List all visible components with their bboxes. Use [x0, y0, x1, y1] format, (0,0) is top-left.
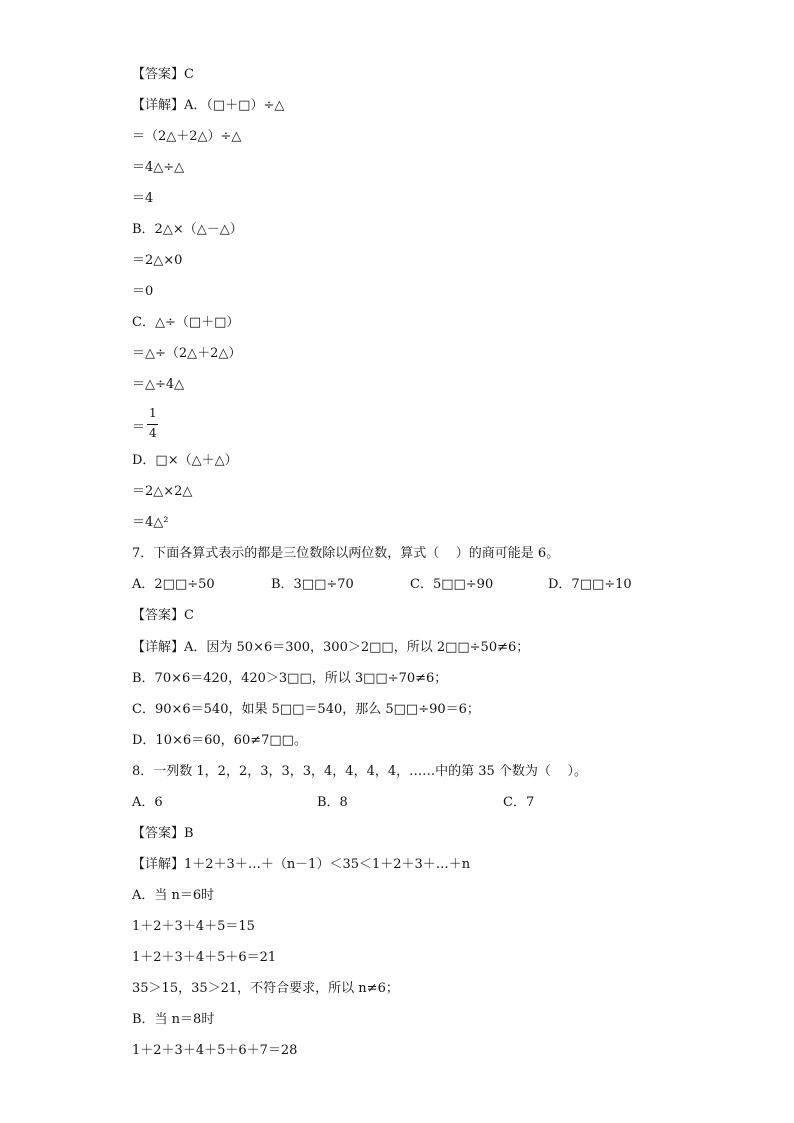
q7-option-c: C．5□□÷90: [410, 577, 494, 592]
explanation-line: 【详解】A．（□＋□）÷△: [132, 98, 285, 113]
explanation-line: 35＞15，35＞21，不符合要求，所以 n≠6；: [132, 981, 399, 996]
explanation-line: A．当 n＝6时: [132, 888, 215, 903]
explanation-line: D．□×（△＋△）: [132, 453, 238, 468]
explanation-line: ＝△÷4△: [132, 377, 185, 392]
explanation-line: 1＋2＋3＋4＋5＝15: [132, 919, 255, 934]
q8-option-a: A．6: [132, 795, 163, 810]
q8-option-b: B．8: [317, 795, 348, 810]
equals-sign: ＝: [132, 420, 146, 435]
explanation-line: ＝（2△＋2△）÷△: [132, 129, 242, 144]
explanation-line: ＝4: [132, 191, 154, 206]
answer-label-7: 【答案】C: [132, 608, 194, 623]
explanation-line: ＝2△×0: [132, 253, 183, 268]
q7-option-a: A．2□□÷50: [132, 577, 215, 592]
explanation-line: ＝2△×2△: [132, 484, 193, 499]
q8-option-c: C．7: [503, 795, 535, 810]
question-7: 7．下面各算式表示的都是三位数除以两位数，算式（ ）的商可能是 6。: [132, 546, 560, 561]
explanation-line: ＝4△÷△: [132, 160, 185, 175]
explanation-line: ＝0: [132, 284, 154, 299]
explanation-line: 1＋2＋3＋4＋5＋6＝21: [132, 950, 277, 965]
question-8: 8．一列数 1，2，2，3，3，3，4，4，4，4，……中的第 35 个数为（ ）。: [132, 764, 587, 779]
explanation-line: 1＋2＋3＋4＋5＋6＋7＝28: [132, 1043, 298, 1058]
explanation-line: B．当 n＝8时: [132, 1012, 215, 1027]
answer-label-8: 【答案】B: [132, 826, 194, 841]
explanation-line: ＝△÷（2△＋2△）: [132, 346, 242, 361]
q7-option-d: D．7□□÷10: [548, 577, 632, 592]
explanation-line: C．90×6＝540，如果 5□□＝540，那么 5□□÷90＝6；: [132, 702, 480, 717]
explanation-line: 【详解】A．因为 50×6＝300，300＞2□□，所以 2□□÷50≠6；: [132, 640, 530, 655]
fraction-bar: [147, 424, 158, 425]
answer-label-6: 【答案】C: [132, 67, 194, 82]
explanation-line: B．70×6＝420，420＞3□□，所以 3□□÷70≠6；: [132, 671, 448, 686]
explanation-line: B．2△×（△－△）: [132, 222, 243, 237]
fraction-denominator: 4: [149, 426, 157, 440]
explanation-line: 【详解】1＋2＋3＋…＋（n－1）＜35＜1＋2＋3＋…＋n: [132, 857, 471, 872]
fraction-numerator: 1: [149, 406, 157, 420]
explanation-line: C．△÷（□＋□）: [132, 315, 240, 330]
q7-option-b: B．3□□÷70: [271, 577, 354, 592]
explanation-line: ＝4△²: [132, 515, 169, 530]
explanation-line: D．10×6＝60，60≠7□□。: [132, 733, 307, 748]
